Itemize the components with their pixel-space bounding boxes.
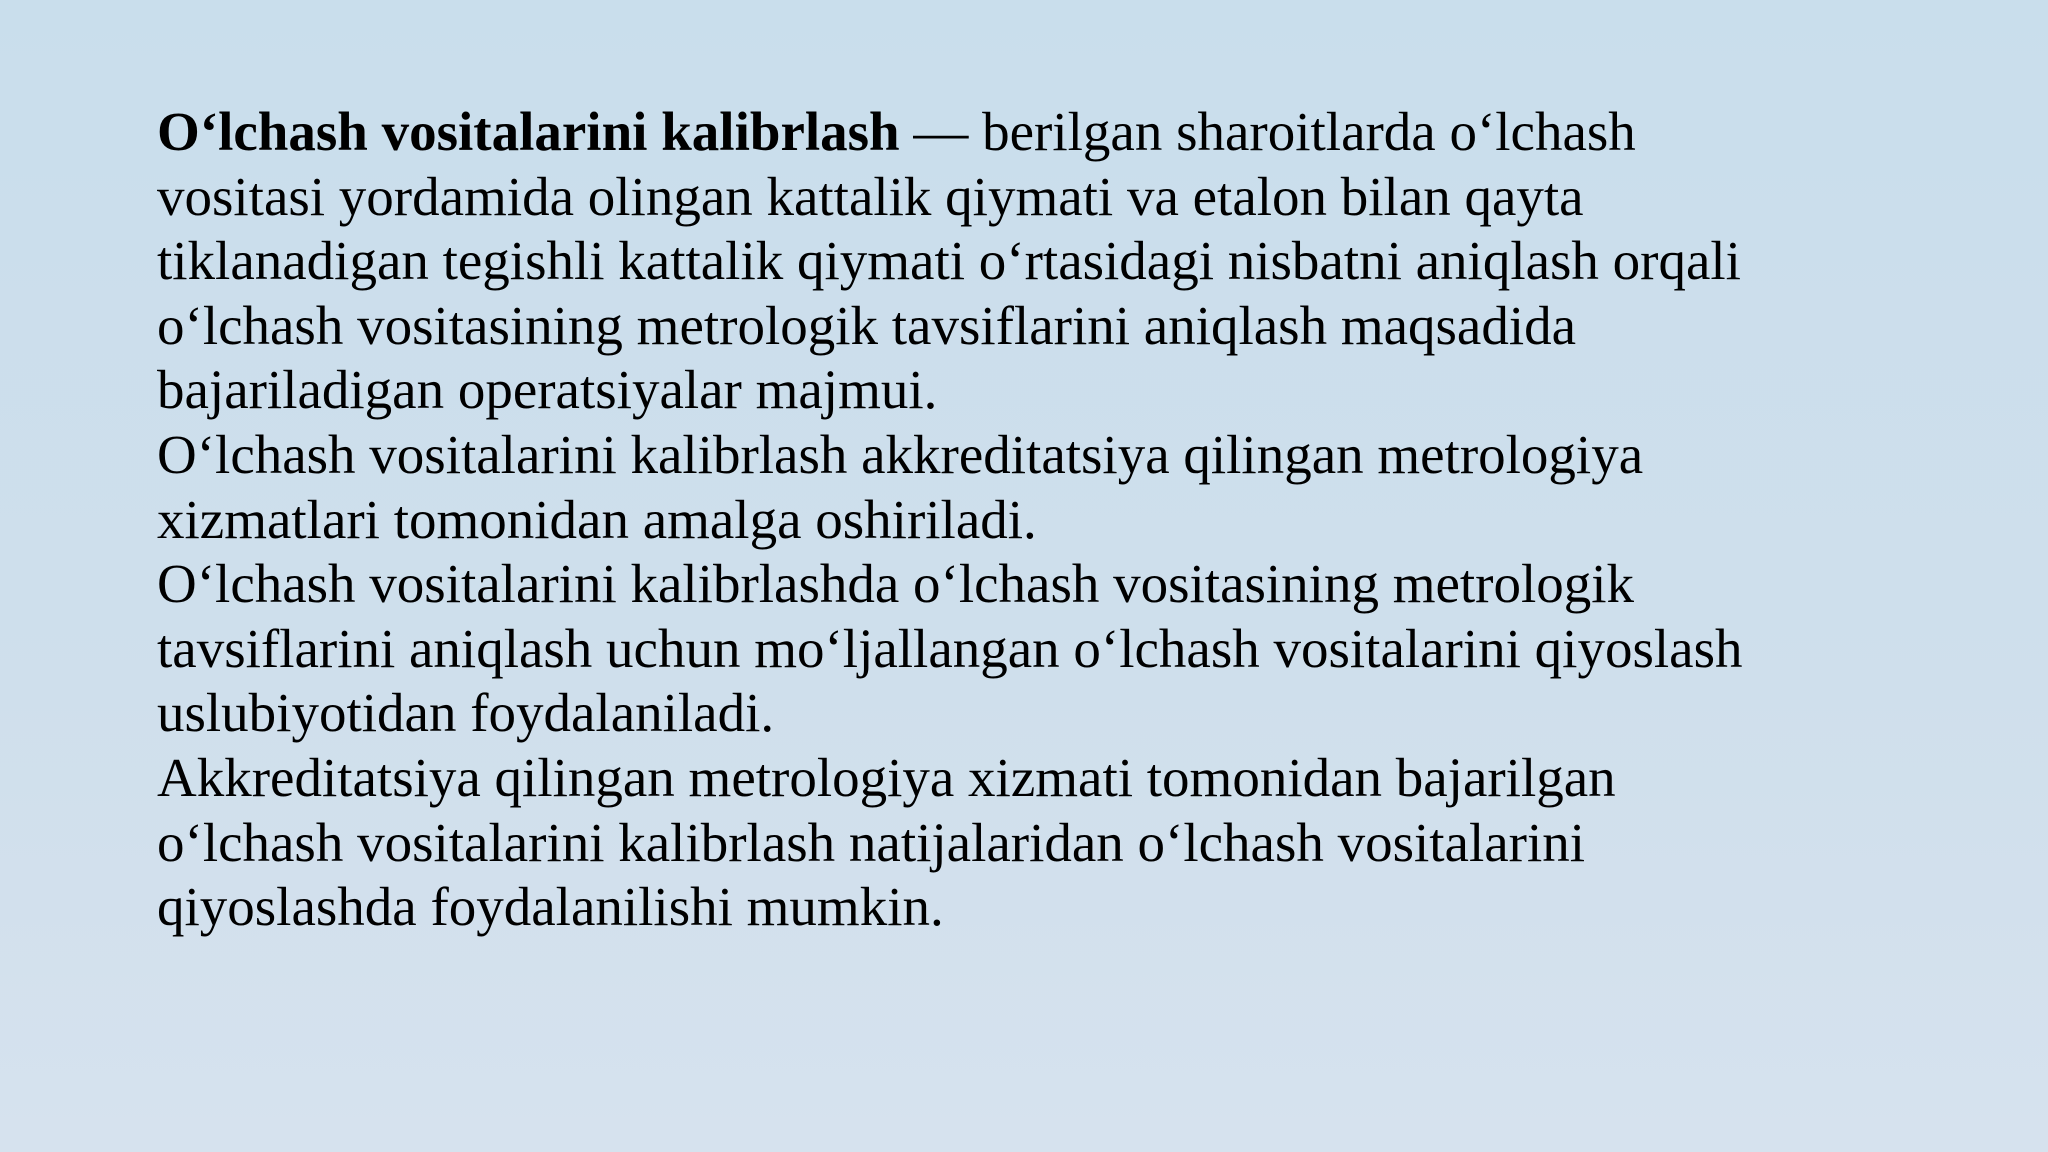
slide-text-body	[157, 100, 1957, 940]
text-line-6: O‘lchash vositalarini kalibrlash akkreditatsiya qilingan metrologiya	[157, 423, 1644, 485]
text-line-11: Akkreditatsiya qilingan metrologiya xizmati tomonidan bajarilgan	[157, 746, 1616, 808]
definition-start: — berilgan sharoitlarda o‘lchash	[899, 101, 1636, 162]
text-line-12: o‘lchash vositalarini kalibrlash natijalaridan o‘lchash vositalarini	[157, 811, 1586, 873]
text-line-5: bajariladigan operatsiyalar majmui.	[157, 359, 938, 421]
defined-term: O‘lchash vositalarini kalibrlash	[157, 101, 900, 162]
text-line-2: vositasi yordamida olingan kattalik qiymati va etalon bilan qayta	[157, 165, 1584, 227]
text-line-10: uslubiyotidan foydalaniladi.	[157, 682, 775, 744]
text-line-1	[157, 100, 1957, 165]
text-line-9: tavsiflarini aniqlash uchun mo‘ljallangan o‘lchash vositalarini qiyoslash	[157, 617, 1743, 679]
text-line-8: O‘lchash vositalarini kalibrlashda o‘lchash vositasining metrologik	[157, 553, 1635, 615]
text-line-4: o‘lchash vositasining metrologik tavsiflarini aniqlash maqsadida	[157, 294, 1577, 356]
text-line-13: qiyoslashda foydalanilishi mumkin.	[157, 876, 944, 938]
text-line-7: xizmatlari tomonidan amalga oshiriladi.	[157, 488, 1037, 550]
text-line-3: tiklanadigan tegishli kattalik qiymati o‘rtasidagi nisbatni aniqlash orqali	[157, 230, 1741, 292]
